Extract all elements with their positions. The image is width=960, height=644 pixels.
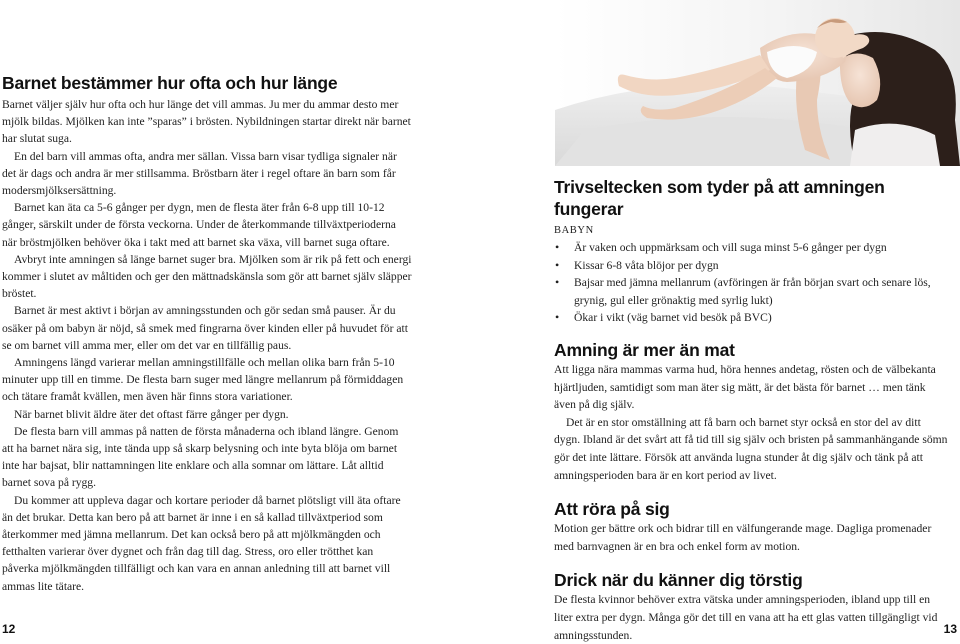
section-subheading: BABYN xyxy=(554,225,594,236)
bullet-icon: • xyxy=(555,240,560,254)
left-body xyxy=(2,96,412,595)
section-heading-drick: Drick när du känner dig törstig xyxy=(554,570,803,591)
right-paragraph: Att ligga nära mammas varma hud, höra hennes andetag, rösten och de välbekanta hjärtljuden, samtidigt som man äter sig mätt, är det bästa för barnet … men tänk även på dig själv. xyxy=(554,362,936,412)
page-number-left: 12 xyxy=(2,622,16,636)
section-heading-amning: Amning är mer än mat xyxy=(554,339,735,360)
list-item: • Ökar i vikt (väg barnet vid besök på BVC) xyxy=(554,309,949,327)
page-number-right: 13 xyxy=(943,622,957,636)
mother-baby-photo xyxy=(555,0,960,166)
left-paragraph: De flesta barn vill ammas på natten de första månaderna och ibland längre. Genom att ha barnet nära sig, inte tända upp så skarp belysning och inte byta blöja om barnet inte har bajsat, blir nattamningen lite enklare och alla somnar om lättare. Låt alltid barnet sova på rygg. xyxy=(2,424,399,490)
left-paragraph: Du kommer att uppleva dagar och kortare perioder då barnet plötsligt vill äta oftare än det brukar. Detta kan bero på att barnet är inne i en så kallad tillväxtperiod som återkommer med jämna mellanrum. Det kan också bero på att mjölkmängden och fetthalten varierar över dygnet och från dag till dag. Stress, oro eller trötthet kan påverka mjölkmängden tillfälligt och kan vara en annan anledning till att barnet vill ammas lite tätare. xyxy=(2,493,401,593)
left-paragraph: Avbryt inte amningen så länge barnet suger bra. Mjölken som är rik på fett och energi kommer i slutet av måltiden och ger den mättnadskänsla som gör att barnet själv släpper bröstet. xyxy=(2,252,412,301)
left-paragraph: När barnet blivit äldre äter det oftast färre gånger per dygn. xyxy=(14,407,289,421)
list-item: • Är vaken och uppmärksam och vill suga minst 5-6 gånger per dygn xyxy=(554,239,949,257)
bullet-icon: • xyxy=(555,257,560,272)
left-heading: Barnet bestämmer hur ofta och hur länge xyxy=(2,73,338,93)
list-item: • Bajsar med jämna mellanrum (avföringen är från början svart och senare lös, grynig, gul eller grönaktig med syrlig lukt) xyxy=(555,275,931,307)
signs-list xyxy=(554,239,949,327)
right-paragraph: De flesta kvinnor behöver extra vätska under amningsperioden, ibland upp till en liter extra per dygn. Många gör det till en vana att ha ett glas vatten tillgängligt vid amningsstunden. xyxy=(554,593,938,642)
section-heading-trivseltecken: Trivseltecken som tyder på att amningen fungerar xyxy=(554,177,885,219)
bullet-icon: • xyxy=(555,275,560,290)
right-paragraph: Motion ger bättre ork och bidrar till en välfungerande mage. Dagliga promenader med barnvagnen är en bra och enkel form av motion. xyxy=(554,522,932,553)
right-body xyxy=(554,176,949,644)
left-paragraph: En del barn vill ammas ofta, andra mer sällan. Vissa barn visar tydliga signaler när det är dags och andra är mer stillsamma. Bröstbarn äter i regel oftare än barn som får modersmjölksersättning. xyxy=(2,149,397,198)
right-paragraph: Det är en stor omställning att få barn och barnet styr också en stor del av ditt dygn. Ibland är det svårt att få tid till sig själv och bristen på sammanhängande sömn gör det inte lättare. Försök att använda lugna stunder åt dig själv och tänk på att amningsperioden bara är en kort period av livet. xyxy=(554,415,948,482)
left-page xyxy=(0,0,480,637)
left-paragraph: Barnet väljer själv hur ofta och hur länge det vill ammas. Ju mer du ammar desto mer mjölk bildas. Mjölken kan inte ”sparas” i brösten. Nybildningen startar direkt när barnet har slutat suga. xyxy=(2,98,411,146)
list-item: • Kissar 6-8 våta blöjor per dygn xyxy=(554,257,949,275)
bullet-icon: • xyxy=(555,310,560,325)
section-heading-rora: Att röra på sig xyxy=(554,499,670,520)
left-paragraph: Barnet är mest aktivt i början av amningsstunden och gör sedan små pauser. Är du osäker på om babyn är nöjd, så smek med fingrarna över kinden eller på huvudet för att se om barnet vill amma mer, eller om det var en tillfällig paus. xyxy=(2,304,408,352)
left-paragraph: Barnet kan äta ca 5-6 gånger per dygn, men de flesta äter från 6-8 upp till 10-12 gånger, särskilt under de första veckorna. Under de återkommande tillväxtperioderna när bröstmjölken behöver öka i takt med att barnet ska växa, vill barnet suga oftare. xyxy=(2,201,396,249)
left-paragraph: Amningens längd varierar mellan amningstillfälle och mellan olika barn från 5-10 minuter upp till en timme. De flesta barn suger med längre mellanrum på förmiddagen och tätare framåt kvällen, men även här finns stora variationer. xyxy=(2,356,404,404)
